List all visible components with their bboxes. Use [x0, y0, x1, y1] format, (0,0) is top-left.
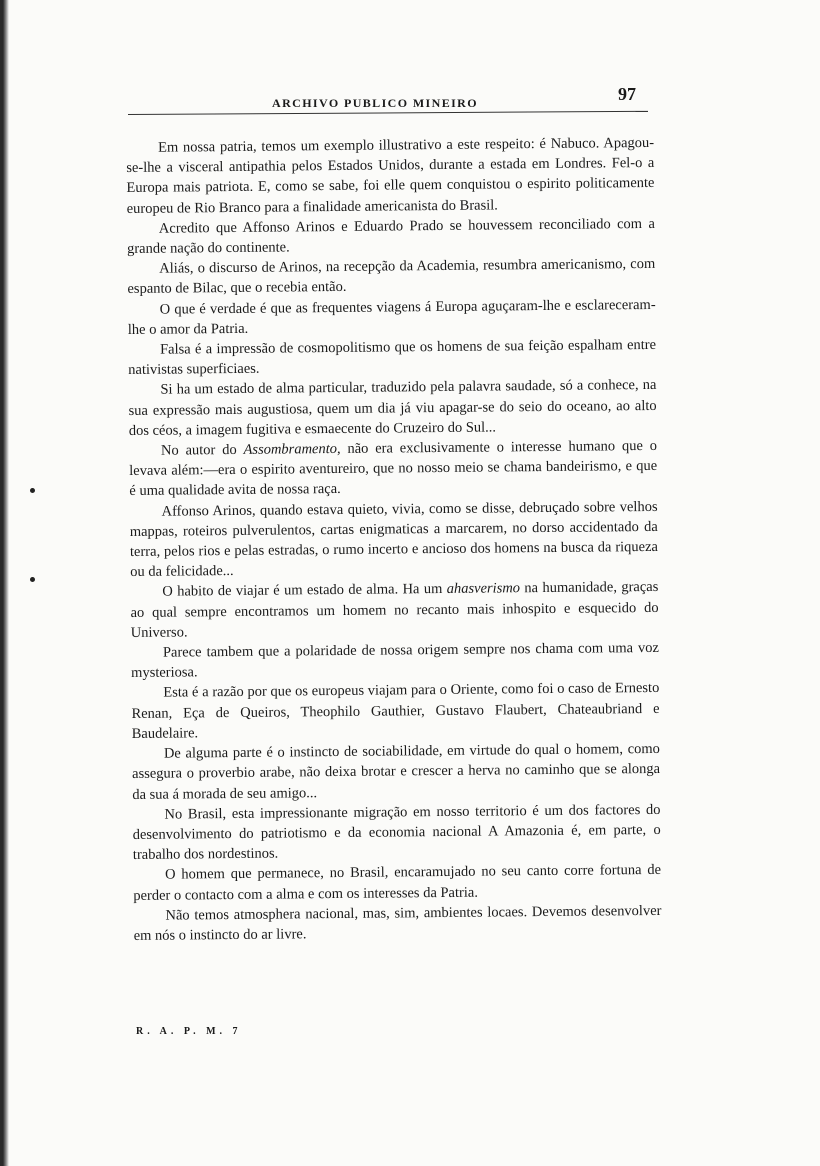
paragraph-text: Aliás, o discurso de Arinos, na recepção da Academia, resumbra americanismo, com espanto de Bilac, que o recebia então. [127, 256, 656, 298]
italic-title: Assombramento [243, 441, 338, 458]
body-text [126, 133, 662, 946]
paragraph-text: Esta é a razão por que os europeus viajam para o Oriente, como foi o caso de Ernesto Renan, Eça de Queiros, Theophilo Gauthier, Gustavo Flaubert, Chateaubriand e Baudelaire. [131, 680, 660, 742]
paragraph-text: Si ha um estado de alma particular, traduzido pela palavra saudade, só a conhece, na sua expressão mais augustiosa, quem um dia já viu apagar-se do seio do oceano, ao alto dos céos, a imagem fugitiva e esmaecente do Cruzeiro do Sul... [128, 377, 657, 439]
paragraph [128, 335, 656, 380]
paragraph [133, 860, 661, 905]
header-rule [128, 111, 648, 115]
paragraph [128, 295, 656, 340]
paragraph [131, 678, 660, 744]
signature-mark: R. A. P. M. 7 [136, 1026, 242, 1037]
paragraph [129, 497, 658, 583]
paragraph-text: O habito de viajar é um estado de alma. Ha um [162, 581, 447, 601]
paragraph-text: De alguma parte é o instincto de sociabilidade, em virtude do qual o homem, como assegura o proverbio arabe, não deixa brotar e crescer a herva no caminho que se alonga da sua á morada de seu amigo... [132, 740, 661, 803]
margin-dot-mark [30, 577, 35, 582]
paragraph-text: No Brasil, esta impressionante migração em nosso territorio é um dos factores do desenvolvimento do patriotismo e da economia nacional A Amazonia é, em parte, o trabalho dos nordestinos. [132, 801, 661, 864]
paragraph-text: Acredito que Affonso Arinos e Eduardo Prado se houvessem reconciliado com a grande nação do continente. [126, 215, 655, 258]
paragraph [132, 739, 661, 805]
paragraph [127, 214, 655, 259]
page-binding-edge [0, 0, 9, 1166]
running-title: ARCHIVO PUBLICO MINEIRO [272, 96, 478, 110]
paragraph-text: Affonso Arinos, quando estava quieto, vivia, como se disse, debruçado sobre velhos mappas, roteiros pulverulentos, cartas enigmaticas a marcarem, no dorso accidentado da terra, pelos rios e pelas estradas, o rumo incerto e ancioso dos homens na busca da riqueza ou da felicidade... [129, 498, 659, 581]
paragraph-text: na humanidade, graças ao qual sempre encontramos um homem no recanto mais inhospito e esquecido do Universo. [130, 579, 659, 641]
paragraph [133, 901, 661, 946]
paragraph [127, 254, 655, 299]
paragraph [130, 577, 659, 643]
italic-title: ahasverismo [446, 580, 521, 598]
paragraph-text: O que é verdade é que as frequentes viagens á Europa aguçaram-lhe e esclareceram-lhe o amor da Patria. [127, 296, 656, 338]
paragraph-text: Não temos atmosphera nacional, mas, sim, ambientes locaes. Devemos desenvolver em nós o instincto do ar livre. [133, 902, 662, 944]
paragraph [132, 800, 661, 866]
paragraph-text: , não era exclusivamente o interesse humano que o levava além:—era o espirito aventureiro, que no nosso meio se chama bandeirismo, e que é uma qualidade avita de nossa raça. [129, 437, 658, 500]
paragraph [129, 436, 658, 502]
paragraph-text: O homem que permanece, no Brasil, encaramujado no seu canto corre fortuna de perder o contacto com a alma e com os interesses da Patria. [133, 862, 662, 904]
paragraph-text: Em nossa patria, temos um exemplo illustrativo a este respeito: é Nabuco. Apagou-se-lhe a visceral antipathia pelos Estados Unidos, durante a estada em Londres. Fel-o a Europa mais patriota. E, como se sabe, foi elle quem conquistou o espirito politicamente europeu de Rio Branco para a finalidade americanista do Brasil. [126, 134, 655, 217]
margin-dot-mark [30, 488, 35, 493]
page-number: 97 [618, 84, 636, 104]
paragraph [131, 638, 659, 683]
paragraph [126, 133, 655, 219]
paragraph-text: Falsa é a impressão de cosmopolitismo que os homens de sua feição espalham entre nativistas superficiaes. [128, 336, 657, 379]
paragraph-text: Parece tambem que a polaridade de nossa origem sempre nos chama com uma voz mysteriosa. [131, 639, 659, 682]
paragraph [128, 375, 657, 441]
page-header [128, 84, 660, 114]
paragraph-text: No autor do [160, 441, 244, 459]
